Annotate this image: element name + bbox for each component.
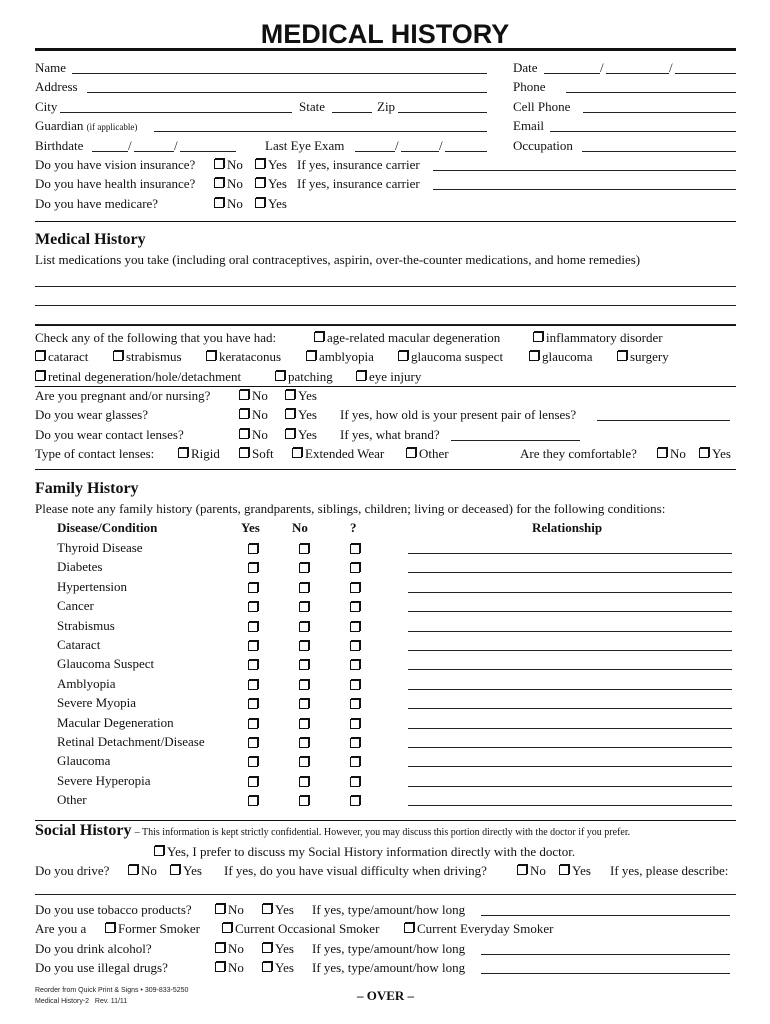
contacts-brand-field[interactable]	[451, 428, 580, 441]
checkbox[interactable]	[406, 448, 416, 458]
checkbox[interactable]	[262, 904, 272, 914]
condition-amd[interactable]: age-related macular degeneration	[314, 330, 500, 346]
email-label: Email	[513, 118, 545, 133]
smoker-type-question: Are you a	[35, 921, 87, 936]
tobacco-type-field[interactable]	[481, 903, 730, 916]
relationship-field[interactable]	[408, 696, 732, 709]
family-yes-checkbox[interactable]	[248, 583, 258, 593]
condition-label: Strabismus	[57, 618, 115, 633]
family-no-checkbox[interactable]	[299, 563, 309, 573]
lens-type-other[interactable]: Other	[406, 446, 449, 462]
glasses-age-field[interactable]	[597, 408, 730, 421]
email-field[interactable]	[550, 119, 736, 132]
relationship-field[interactable]	[408, 638, 732, 651]
condition-inflammatory[interactable]: inflammatory disorder	[533, 330, 663, 346]
alcohol-no[interactable]: No	[215, 941, 244, 957]
family-unknown-checkbox[interactable]	[350, 583, 360, 593]
comfortable-yes[interactable]: Yes	[699, 446, 731, 462]
drugs-question: Do you use illegal drugs?	[35, 960, 168, 975]
contacts-yes[interactable]: Yes	[285, 427, 317, 443]
occupation-label: Occupation	[513, 138, 573, 153]
over-marker: – OVER –	[357, 988, 415, 1003]
prefer-doctor-option[interactable]: Yes, I prefer to discuss my Social History information directly with the doctor.	[154, 844, 575, 860]
family-unknown-checkbox[interactable]	[350, 602, 360, 612]
checkbox[interactable]	[35, 351, 45, 361]
family-history-heading: Family History	[35, 480, 139, 497]
col-no-header: No	[292, 520, 308, 535]
visual-difficulty-no[interactable]: No	[517, 863, 546, 879]
drugs-type-label: If yes, type/amount/how long	[312, 960, 466, 975]
condition-label: Diabetes	[57, 559, 103, 574]
section-divider	[35, 221, 736, 222]
address-field[interactable]	[87, 80, 487, 93]
form-id: Medical History-2 Rev. 11/11	[35, 998, 128, 1005]
phone-label: Phone	[513, 79, 546, 94]
smoker-former[interactable]: Former Smoker	[105, 921, 200, 937]
family-yes-checkbox[interactable]	[248, 719, 258, 729]
family-no-checkbox[interactable]	[299, 699, 309, 709]
condition-label: Glaucoma	[57, 753, 111, 768]
section-divider	[35, 820, 736, 821]
guardian-field[interactable]	[154, 119, 487, 132]
checkbox[interactable]	[154, 846, 164, 856]
condition-keratoconus[interactable]: kerataconus	[206, 349, 281, 365]
relationship-field[interactable]	[408, 735, 732, 748]
form-title: MEDICAL HISTORY	[260, 19, 510, 49]
tobacco-yes[interactable]: Yes	[262, 902, 294, 918]
checkbox[interactable]	[255, 178, 265, 188]
condition-label: Thyroid Disease	[57, 540, 143, 555]
smoker-everyday[interactable]: Current Everyday Smoker	[404, 921, 553, 937]
date-day-field[interactable]	[606, 61, 669, 74]
alcohol-question: Do you drink alcohol?	[35, 941, 152, 956]
family-history-prompt: Please note any family history (parents, grandparents, siblings, children; living or deceased) for the following conditions:	[35, 501, 666, 516]
relationship-field[interactable]	[408, 599, 732, 612]
family-unknown-checkbox[interactable]	[350, 544, 360, 554]
checkbox[interactable]	[285, 409, 295, 419]
family-unknown-checkbox[interactable]	[350, 563, 360, 573]
guardian-note: (if applicable)	[86, 122, 138, 132]
family-yes-checkbox[interactable]	[248, 699, 258, 709]
vision-insurance-yes[interactable]: Yes	[255, 157, 287, 173]
relationship-field[interactable]	[408, 774, 732, 787]
drive-yes[interactable]: Yes	[170, 863, 202, 879]
checkbox[interactable]	[617, 351, 627, 361]
checkbox[interactable]	[214, 198, 224, 208]
checkbox[interactable]	[206, 351, 216, 361]
checkbox[interactable]	[255, 159, 265, 169]
checkbox[interactable]	[113, 351, 123, 361]
glasses-yes[interactable]: Yes	[285, 407, 317, 423]
checkbox[interactable]	[222, 923, 232, 933]
contacts-no[interactable]: No	[239, 427, 268, 443]
lens-type-question: Type of contact lenses:	[35, 446, 155, 461]
drugs-yes[interactable]: Yes	[262, 960, 294, 976]
family-unknown-checkbox[interactable]	[350, 757, 360, 767]
eye-exam-day-field[interactable]	[401, 139, 439, 152]
tobacco-question: Do you use tobacco products?	[35, 902, 192, 917]
vision-carrier-label: If yes, insurance carrier	[297, 157, 420, 172]
checkbox[interactable]	[404, 923, 414, 933]
family-unknown-checkbox[interactable]	[350, 680, 360, 690]
date-year-field[interactable]	[675, 61, 736, 74]
family-no-checkbox[interactable]	[299, 583, 309, 593]
family-no-checkbox[interactable]	[299, 719, 309, 729]
name-label: Name	[35, 60, 67, 75]
vision-insurance-question: Do you have vision insurance?	[35, 157, 196, 172]
condition-surgery[interactable]: surgery	[617, 349, 669, 365]
relationship-field[interactable]	[408, 541, 732, 554]
checkbox[interactable]	[262, 943, 272, 953]
family-no-checkbox[interactable]	[299, 544, 309, 554]
medicare-yes[interactable]: Yes	[255, 196, 287, 212]
pregnant-question: Are you pregnant and/or nursing?	[35, 388, 211, 403]
checkbox[interactable]	[239, 409, 249, 419]
cell-phone-field[interactable]	[583, 100, 736, 113]
condition-label: Macular Degeneration	[57, 715, 174, 730]
col-yes-header: Yes	[241, 520, 260, 535]
checkbox[interactable]	[398, 351, 408, 361]
pregnant-no[interactable]: No	[239, 388, 268, 404]
last-eye-exam-label: Last Eye Exam	[265, 138, 345, 153]
city-field[interactable]	[60, 100, 292, 113]
alcohol-type-label: If yes, type/amount/how long	[312, 941, 466, 956]
family-yes-checkbox[interactable]	[248, 641, 258, 651]
condition-strabismus[interactable]: strabismus	[113, 349, 182, 365]
medications-line-2[interactable]	[35, 293, 736, 306]
vision-insurance-no[interactable]: No	[214, 157, 243, 173]
checkbox[interactable]	[699, 448, 709, 458]
tobacco-no[interactable]: No	[215, 902, 244, 918]
drive-no[interactable]: No	[128, 863, 157, 879]
guardian-label: Guardian	[35, 118, 84, 133]
checkbox[interactable]	[214, 159, 224, 169]
checkbox[interactable]	[170, 865, 180, 875]
family-unknown-checkbox[interactable]	[350, 641, 360, 651]
checkbox[interactable]	[356, 371, 366, 381]
condition-retinal[interactable]: retinal degeneration/hole/detachment	[35, 369, 241, 385]
family-unknown-checkbox[interactable]	[350, 777, 360, 787]
relationship-field[interactable]	[408, 754, 732, 767]
condition-glaucoma[interactable]: glaucoma	[529, 349, 593, 365]
social-history-note: – This information is kept strictly confidential. However, you may discuss this portion directly with the doctor if you prefer.	[134, 827, 631, 838]
smoker-occasional[interactable]: Current Occasional Smoker	[222, 921, 379, 937]
cell-phone-label: Cell Phone	[513, 99, 571, 114]
family-no-checkbox[interactable]	[299, 796, 309, 806]
drugs-type-field[interactable]	[481, 961, 730, 974]
family-unknown-checkbox[interactable]	[350, 738, 360, 748]
section-divider	[35, 325, 736, 326]
checkbox[interactable]	[239, 429, 249, 439]
glasses-age-label: If yes, how old is your present pair of lenses?	[340, 407, 577, 422]
contacts-question: Do you wear contact lenses?	[35, 427, 184, 442]
describe-label: If yes, please describe:	[610, 863, 729, 878]
family-yes-checkbox[interactable]	[248, 660, 258, 670]
date-label: Date	[513, 60, 538, 75]
condition-glaucoma-suspect[interactable]: glaucoma suspect	[398, 349, 503, 365]
relationship-field[interactable]	[408, 580, 732, 593]
health-carrier-field[interactable]	[433, 177, 736, 190]
birthdate-year-field[interactable]	[180, 139, 236, 152]
condition-label: Severe Hyperopia	[57, 773, 151, 788]
relationship-field[interactable]	[408, 619, 732, 632]
visual-difficulty-yes[interactable]: Yes	[559, 863, 591, 879]
family-no-checkbox[interactable]	[299, 757, 309, 767]
condition-label: Severe Myopia	[57, 695, 137, 710]
date-month-field[interactable]	[544, 61, 600, 74]
checkbox[interactable]	[239, 390, 249, 400]
checkbox[interactable]	[533, 332, 543, 342]
checkbox[interactable]	[275, 371, 285, 381]
condition-label: Hypertension	[57, 579, 128, 594]
family-yes-checkbox[interactable]	[248, 796, 258, 806]
driving-description-field[interactable]	[35, 882, 736, 895]
birthdate-day-field[interactable]	[134, 139, 174, 152]
social-history-heading: Social History	[35, 822, 132, 839]
medical-history-heading: Medical History	[35, 231, 146, 248]
family-unknown-checkbox[interactable]	[350, 699, 360, 709]
condition-label: Retinal Detachment/Disease	[57, 734, 205, 749]
relationship-field[interactable]	[408, 793, 732, 806]
family-yes-checkbox[interactable]	[248, 544, 258, 554]
family-no-checkbox[interactable]	[299, 680, 309, 690]
checkbox[interactable]	[285, 390, 295, 400]
health-insurance-no[interactable]: No	[214, 176, 243, 192]
checkbox[interactable]	[128, 865, 138, 875]
eye-exam-year-field[interactable]	[445, 139, 487, 152]
family-no-checkbox[interactable]	[299, 738, 309, 748]
lens-type-extended[interactable]: Extended Wear	[292, 446, 384, 462]
family-no-checkbox[interactable]	[299, 660, 309, 670]
condition-label: Cancer	[57, 598, 94, 613]
section-divider	[35, 386, 736, 387]
condition-label: Amblyopia	[57, 676, 116, 691]
medications-prompt: List medications you take (including oral contraceptives, aspirin, over-the-counter medications, and home remedies)	[35, 252, 641, 267]
family-yes-checkbox[interactable]	[248, 738, 258, 748]
occupation-field[interactable]	[582, 139, 736, 152]
family-unknown-checkbox[interactable]	[350, 622, 360, 632]
zip-field[interactable]	[398, 100, 487, 113]
comfortable-question: Are they comfortable?	[520, 446, 637, 461]
check-conditions-prompt: Check any of the following that you have had:	[35, 330, 277, 345]
checkbox[interactable]	[239, 448, 249, 458]
condition-eye-injury[interactable]: eye injury	[356, 369, 421, 385]
phone-field[interactable]	[566, 80, 736, 93]
checkbox[interactable]	[178, 448, 188, 458]
family-unknown-checkbox[interactable]	[350, 660, 360, 670]
family-no-checkbox[interactable]	[299, 602, 309, 612]
zip-label: Zip	[377, 99, 396, 114]
medications-line-3[interactable]	[35, 312, 736, 325]
relationship-field[interactable]	[408, 560, 732, 573]
condition-label: Cataract	[57, 637, 101, 652]
state-label: State	[299, 99, 325, 114]
checkbox[interactable]	[35, 371, 45, 381]
relationship-field[interactable]	[408, 677, 732, 690]
family-yes-checkbox[interactable]	[248, 680, 258, 690]
drive-question: Do you drive?	[35, 863, 110, 878]
contacts-brand-label: If yes, what brand?	[340, 427, 440, 442]
checkbox[interactable]	[529, 351, 539, 361]
checkbox[interactable]	[285, 429, 295, 439]
title-rule	[35, 48, 736, 51]
visual-difficulty-question: If yes, do you have visual difficulty when driving?	[224, 863, 487, 878]
condition-amblyopia[interactable]: amblyopia	[306, 349, 374, 365]
checkbox[interactable]	[306, 351, 316, 361]
comfortable-no[interactable]: No	[657, 446, 686, 462]
checkbox[interactable]	[517, 865, 527, 875]
checkbox[interactable]	[105, 923, 115, 933]
checkbox[interactable]	[215, 962, 225, 972]
section-divider	[35, 469, 736, 470]
checkbox[interactable]	[262, 962, 272, 972]
checkbox[interactable]	[214, 178, 224, 188]
checkbox[interactable]	[559, 865, 569, 875]
eye-exam-month-field[interactable]	[355, 139, 395, 152]
checkbox[interactable]	[314, 332, 324, 342]
col-unknown-header: ?	[350, 520, 357, 535]
family-yes-checkbox[interactable]	[248, 563, 258, 573]
glasses-no[interactable]: No	[239, 407, 268, 423]
relationship-field[interactable]	[408, 716, 732, 729]
family-no-checkbox[interactable]	[299, 622, 309, 632]
family-yes-checkbox[interactable]	[248, 777, 258, 787]
checkbox[interactable]	[255, 198, 265, 208]
address-label: Address	[35, 79, 78, 94]
pregnant-yes[interactable]: Yes	[285, 388, 317, 404]
condition-label: Glaucoma Suspect	[57, 656, 155, 671]
medicare-no[interactable]: No	[214, 196, 243, 212]
medications-line-1[interactable]	[35, 274, 736, 287]
health-insurance-question: Do you have health insurance?	[35, 176, 196, 191]
birthdate-label: Birthdate	[35, 138, 84, 153]
glasses-question: Do you wear glasses?	[35, 407, 148, 422]
city-label: City	[35, 99, 58, 114]
state-field[interactable]	[332, 100, 372, 113]
checkbox[interactable]	[215, 943, 225, 953]
family-unknown-checkbox[interactable]	[350, 796, 360, 806]
family-no-checkbox[interactable]	[299, 777, 309, 787]
health-insurance-yes[interactable]: Yes	[255, 176, 287, 192]
lens-type-rigid[interactable]: Rigid	[178, 446, 220, 462]
drugs-no[interactable]: No	[215, 960, 244, 976]
health-carrier-label: If yes, insurance carrier	[297, 176, 420, 191]
checkbox[interactable]	[657, 448, 667, 458]
family-no-checkbox[interactable]	[299, 641, 309, 651]
family-yes-checkbox[interactable]	[248, 757, 258, 767]
col-condition-header: Disease/Condition	[57, 520, 158, 535]
alcohol-type-field[interactable]	[481, 942, 730, 955]
condition-patching[interactable]: patching	[275, 369, 333, 385]
col-relationship-header: Relationship	[532, 520, 603, 535]
lens-type-soft[interactable]: Soft	[239, 446, 274, 462]
tobacco-type-label: If yes, type/amount/how long	[312, 902, 466, 917]
relationship-field[interactable]	[408, 657, 732, 670]
checkbox[interactable]	[215, 904, 225, 914]
family-yes-checkbox[interactable]	[248, 622, 258, 632]
condition-cataract[interactable]: cataract	[35, 349, 88, 365]
family-yes-checkbox[interactable]	[248, 602, 258, 612]
reorder-info: Reorder from Quick Print & Signs • 309-833-5250	[35, 987, 189, 994]
family-unknown-checkbox[interactable]	[350, 719, 360, 729]
checkbox[interactable]	[292, 448, 302, 458]
birthdate-month-field[interactable]	[92, 139, 128, 152]
vision-carrier-field[interactable]	[433, 158, 736, 171]
name-field[interactable]	[72, 61, 487, 74]
medicare-question: Do you have medicare?	[35, 196, 159, 211]
alcohol-yes[interactable]: Yes	[262, 941, 294, 957]
condition-label: Other	[57, 792, 87, 807]
